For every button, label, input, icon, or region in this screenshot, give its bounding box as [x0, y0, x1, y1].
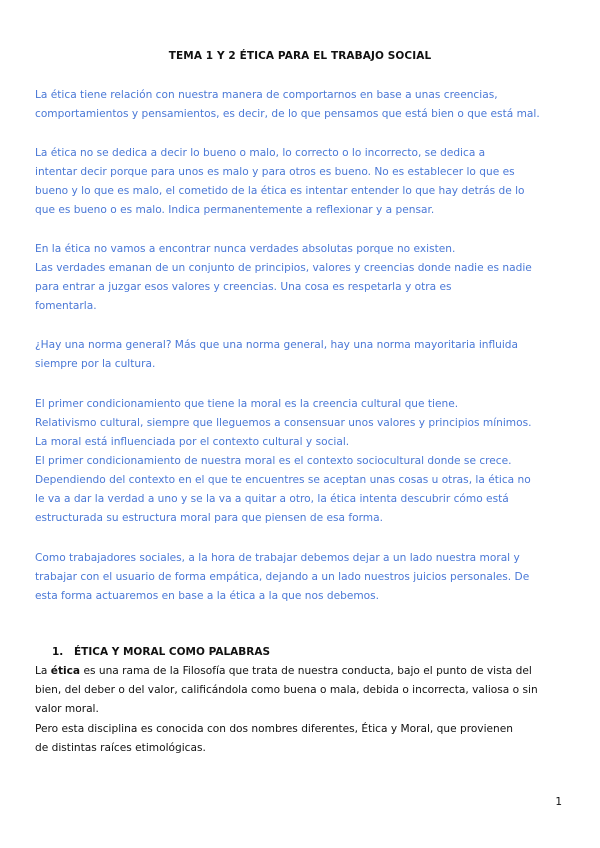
paragraph-line: que es bueno o es malo. Indica permanentemente a reflexionar y a pensar. — [35, 204, 435, 216]
paragraph-line: El primer condicionamiento de nuestra moral es el contexto sociocultural donde se crece. — [35, 455, 512, 467]
paragraph-line: intentar decir porque para unos es malo y para otros es bueno. No es establecer lo que es — [35, 166, 515, 178]
paragraph-line: La moral está influenciada por el contexto cultural y social. — [35, 436, 350, 448]
paragraph-line: Relativismo cultural, siempre que lleguemos a consensuar unos valores y principios mínimos. — [35, 417, 532, 429]
page-number: 1 — [555, 796, 562, 808]
paragraph-line: esta forma actuaremos en base a la ética a la que nos debemos. — [35, 590, 380, 602]
paragraph-5 — [35, 395, 565, 528]
section-heading-text: ÉTICA Y MORAL COMO PALABRAS — [74, 646, 271, 658]
section-number: 1. — [52, 646, 64, 658]
paragraph-line: siempre por la cultura. — [35, 358, 156, 370]
paragraph-line: El primer condicionamiento que tiene la moral es la creencia cultural que tiene. — [35, 398, 459, 410]
paragraph-line: Pero esta disciplina es conocida con dos nombres diferentes, Ética y Moral, que provienen — [35, 723, 513, 735]
term-etica: ética — [50, 665, 81, 677]
section-paragraph-2 — [35, 720, 565, 758]
paragraph-line: le va a dar la verdad a uno y se la va a quitar a otro, la ética intenta descubrir cómo está — [35, 493, 509, 505]
paragraph-line: La ética no se dedica a decir lo bueno o malo, lo correcto o lo incorrecto, se dedica a — [35, 147, 486, 159]
paragraph-3 — [35, 240, 565, 316]
paragraph-1 — [35, 86, 565, 124]
paragraph-2 — [35, 144, 565, 220]
line-rest: es una rama de la Filosofía que trata de nuestra conducta, bajo el punto de vista del — [80, 665, 532, 677]
paragraph-line: En la ética no vamos a encontrar nunca verdades absolutas porque no existen. — [35, 243, 456, 255]
paragraph-line: estructurada su estructura moral para que piensen de esa forma. — [35, 512, 383, 524]
paragraph-line: comportamientos y pensamientos, es decir, de lo que pensamos que está bien o que está mal. — [35, 108, 540, 120]
paragraph-line: bien, del deber o del valor, calificándola como buena o mala, debida o incorrecta, valiosa o sin — [35, 684, 538, 696]
paragraph-line: trabajar con el usuario de forma empática, dejando a un lado nuestros juicios personales. De — [35, 571, 530, 583]
paragraph-line: de distintas raíces etimológicas. — [35, 742, 206, 754]
paragraph-line: Dependiendo del contexto en el que te encuentres se aceptan unas cosas u otras, la ética no — [35, 474, 531, 486]
paragraph-line: fomentarla. — [35, 300, 97, 312]
term-prefix: La — [35, 665, 51, 677]
paragraph-line: bueno y lo que es malo, el cometido de la ética es intentar entender lo que hay detrás de lo — [35, 185, 525, 197]
paragraph-line — [35, 662, 565, 681]
paragraph-line: para entrar a juzgar esos valores y creencias. Una cosa es respetarla y otra es — [35, 281, 452, 293]
paragraph-line: ¿Hay una norma general? Más que una norma general, hay una norma mayoritaria influida — [35, 339, 519, 351]
paragraph-4 — [35, 336, 565, 374]
paragraph-line: valor moral. — [35, 703, 99, 715]
section-paragraph-1 — [35, 662, 565, 719]
section-heading — [52, 646, 270, 658]
paragraph-line: Como trabajadores sociales, a la hora de trabajar debemos dejar a un lado nuestra moral y — [35, 552, 520, 564]
document-title: TEMA 1 Y 2 ÉTICA PARA EL TRABAJO SOCIAL — [168, 50, 432, 62]
paragraph-6 — [35, 549, 565, 606]
paragraph-line: Las verdades emanan de un conjunto de principios, valores y creencias donde nadie es nadie — [35, 262, 532, 274]
paragraph-line: La ética tiene relación con nuestra manera de comportarnos en base a unas creencias, — [35, 89, 498, 101]
